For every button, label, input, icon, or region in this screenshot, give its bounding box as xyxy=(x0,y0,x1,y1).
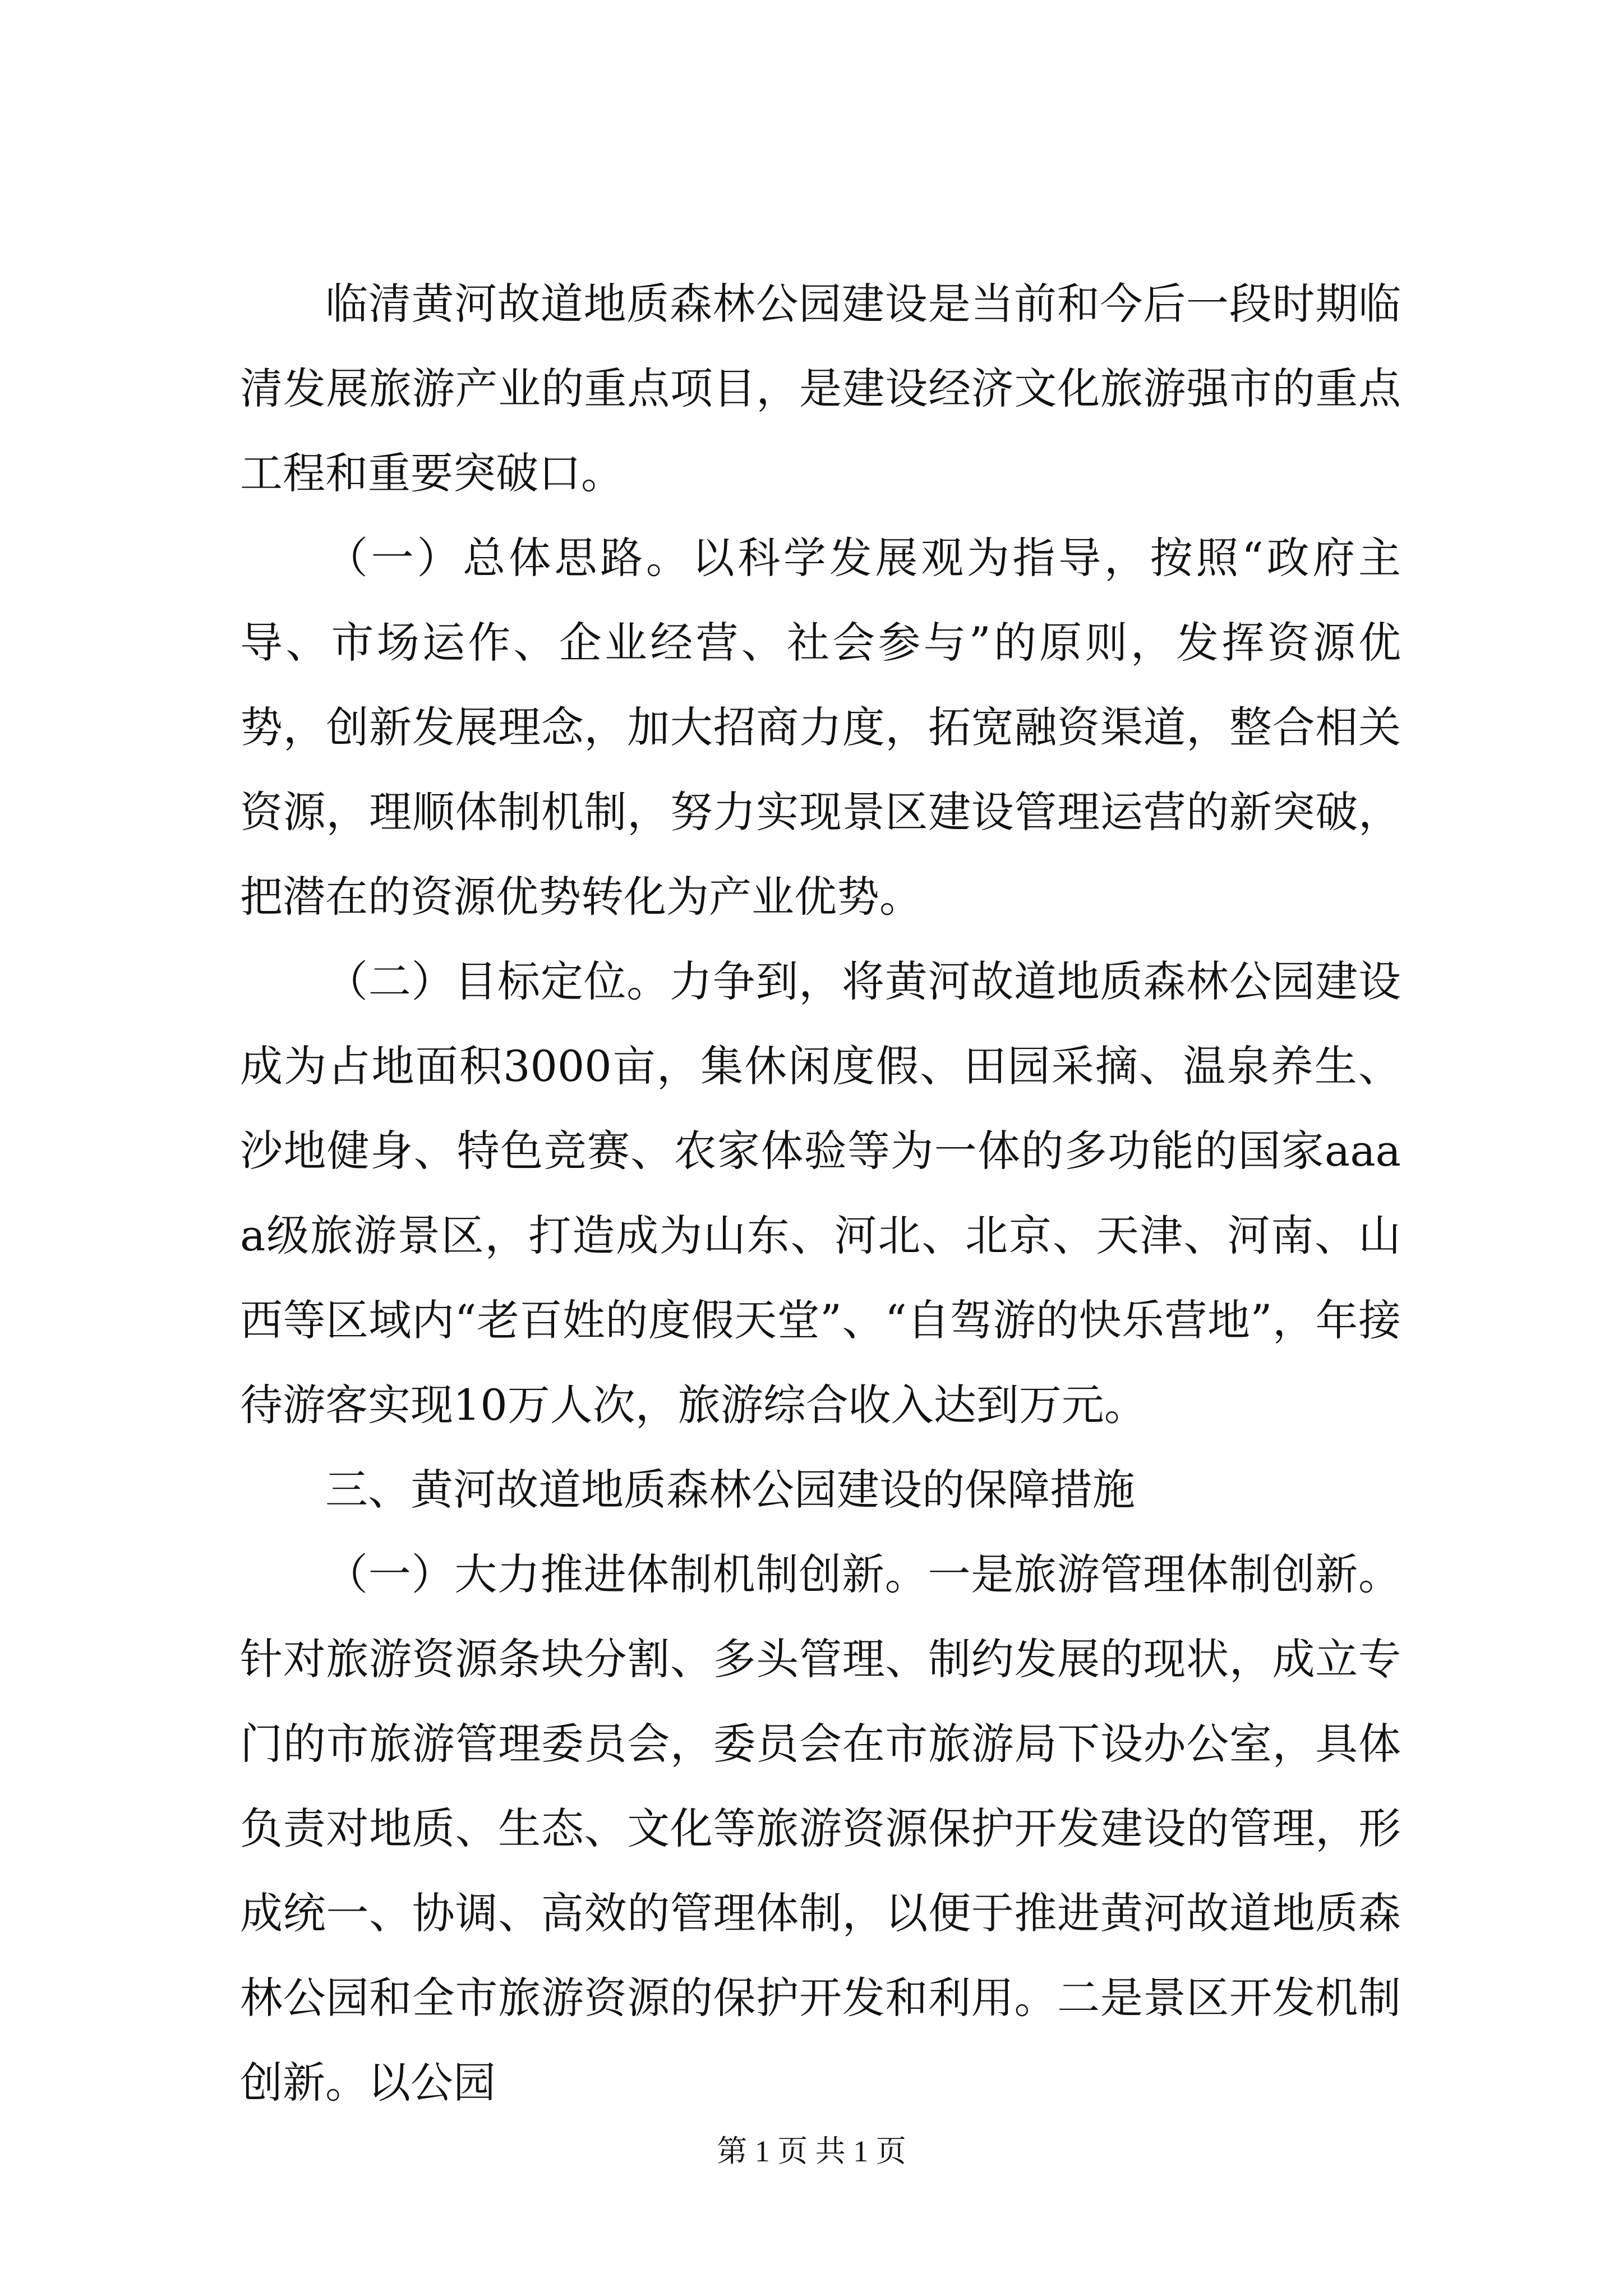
paragraph-overall-approach: （一）总体思路。以科学发展观为指导，按照“政府主导、市场运作、企业经营、社会参与”的原则，发挥资源优势，创新发展理念，加大招商力度，拓宽融资渠道，整合相关资源，理顺体制机制，努力实现景区建设管理运营的新突破，把潜在的资源优势转化为产业优势。 xyxy=(240,533,1401,922)
paragraph-institutional-innovation: （一）大力推进体制机制创新。一是旅游管理体制创新。针对旅游资源条块分割、多头管理、制约发展的现状，成立专门的市旅游管理委员会，委员会在市旅游局下设办公室，具体负责对地质、生态、文化等旅游资源保护开发建设的管理，形成统一、协调、高效的管理体制，以便于推进黄河故道地质森林公园和全市旅游资源的保护开发和利用。二是景区开发机制创新。以公园 xyxy=(240,1549,1401,2108)
document-body xyxy=(240,261,1401,2125)
paragraph-intro: 临清黄河故道地质森林公园建设是当前和今后一段时期临清发展旅游产业的重点项目，是建设经济文化旅游强市的重点工程和重要突破口。 xyxy=(240,279,1401,498)
page-footer: 第 1 页 共 1 页 xyxy=(717,2134,906,2168)
section-heading-safeguards: 三、黄河故道地质森林公园建设的保障措施 xyxy=(325,1465,1135,1515)
paragraph-target-positioning: （二）目标定位。力争到，将黄河故道地质森林公园建设成为占地面积3000亩，集休闲度假、田园采摘、温泉养生、沙地健身、特色竞赛、农家体验等为一体的多功能的国家aaaa级旅游景区，打造成为山东、河北、北京、天津、河南、山西等区域内“老百姓的度假天堂”、“自驾游的快乐营地”，年接待游客实现10万人次，旅游综合收入达到万元。 xyxy=(240,956,1401,1430)
